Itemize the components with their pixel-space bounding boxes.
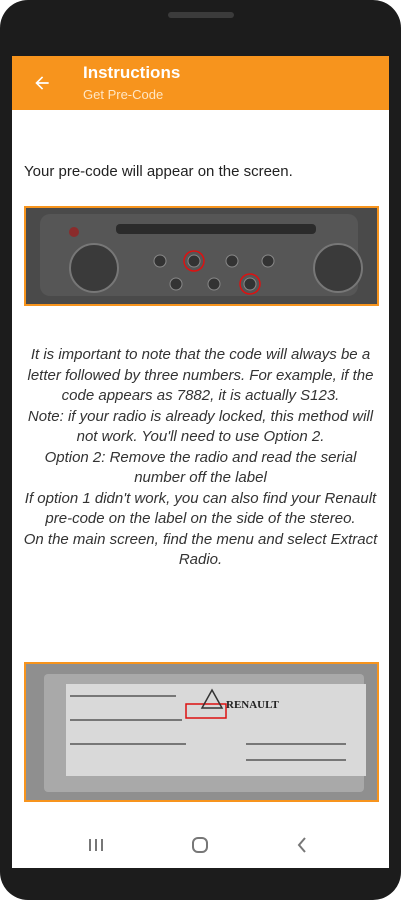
back-button[interactable]	[26, 67, 58, 99]
radio-front-photo	[24, 206, 379, 306]
radio-front-illustration	[26, 208, 377, 304]
app-bar	[12, 56, 389, 110]
recent-apps-icon	[87, 837, 105, 853]
recent-apps-button[interactable]	[76, 832, 116, 858]
partial-instruction-line: Your pre-code will appear on the screen.	[24, 163, 293, 180]
radio-label-illustration	[26, 664, 377, 800]
chevron-left-icon	[295, 836, 309, 854]
label-brand-text: RENAULT	[226, 699, 279, 711]
screen	[12, 56, 389, 868]
home-icon	[191, 836, 209, 854]
speaker-grille	[168, 12, 234, 18]
instructions-content[interactable]	[12, 110, 389, 822]
instruction-text: It is important to note that the code will always be a letter followed by three numbers. For example, if the code appears as 7882, it is actually S123. Note: if your radio is already locked, this method will not work. You'll need to use Option 2. Option 2: Remove the radio and read the serial number off the label If option 1 didn't work, you can also find your Renault pre-code on the label on the side of the stereo. On the main screen, find the menu and select Extract Radio.	[23, 346, 378, 568]
page-subtitle: Get Pre-Code	[83, 87, 164, 102]
arrow-left-icon	[32, 73, 52, 93]
radio-label-photo	[24, 662, 379, 802]
page-title: Instructions	[83, 63, 181, 82]
home-button[interactable]	[180, 832, 220, 858]
nav-back-button[interactable]	[282, 832, 322, 858]
system-nav-bar	[12, 822, 389, 868]
